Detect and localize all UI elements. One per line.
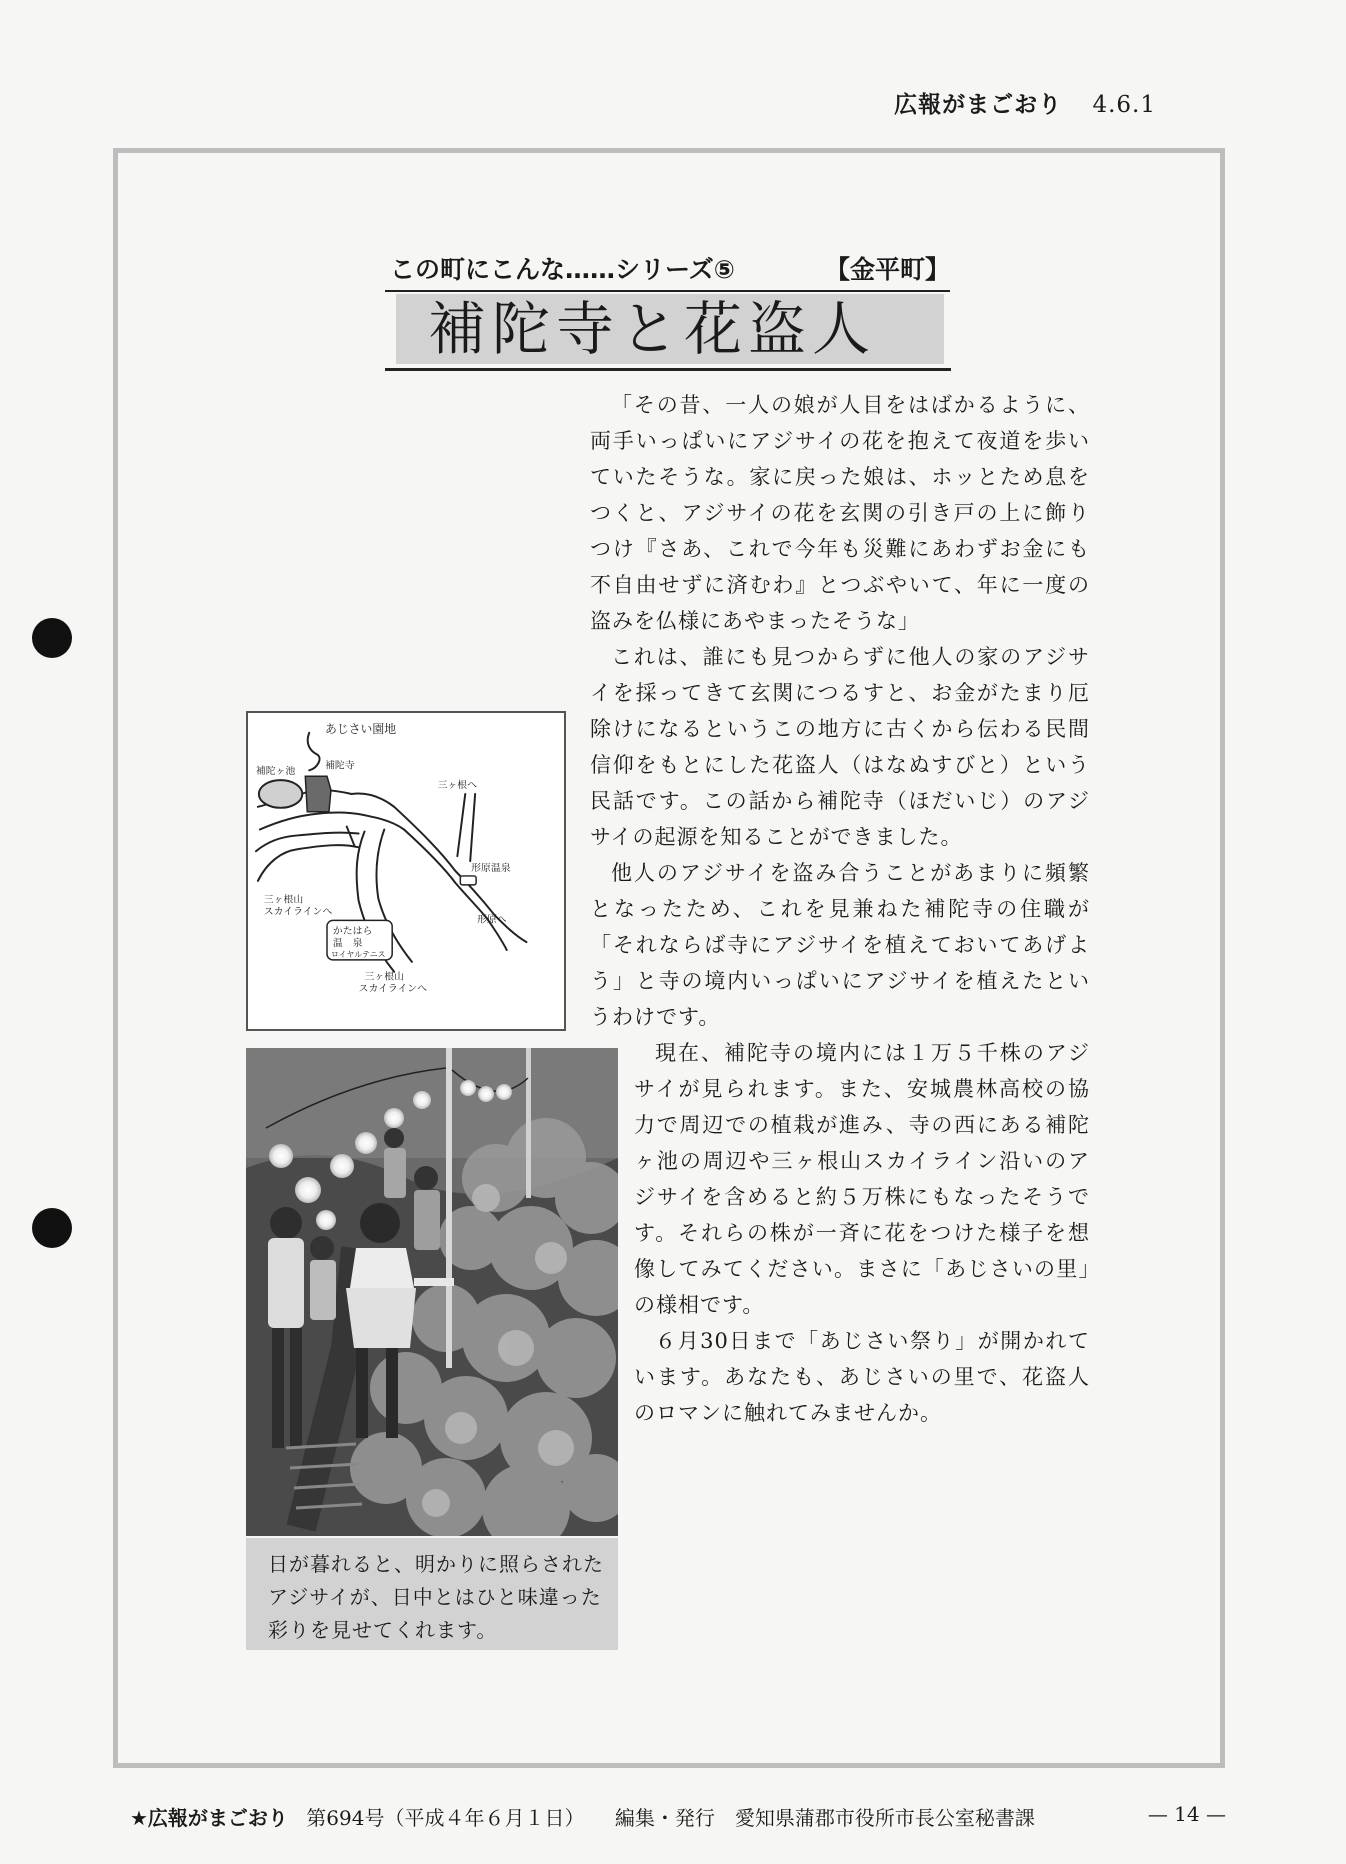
map-label-to-katahara: 形原へ	[477, 914, 507, 926]
series-rule	[385, 290, 950, 292]
paragraph-3: 他人のアジサイを盗み合うことがあまりに頻繁となったため、これを見兼ねた補陀寺の住職が「それならば寺にアジサイを植えておいてあげよう」と寺の境内いっぱいにアジサイを植えたというわけです。	[590, 861, 1090, 1029]
map-label-skyline-bottom-1: 三ヶ根山	[364, 971, 404, 983]
onsen-marker	[460, 876, 476, 885]
area-map	[246, 711, 566, 1031]
punch-hole-top	[32, 618, 72, 658]
header-date: 4.6.1	[1092, 92, 1156, 118]
photo-illustration	[246, 1048, 618, 1536]
map-label-skyline-bottom-2: スカイラインへ	[358, 983, 428, 995]
footer-title: ★広報がまごおり	[130, 1806, 288, 1830]
paragraph-2: これは、誰にも見つからずに他人の家のアジサイを採ってきて玄関につるすと、お金がたまり厄除けになるというこの地方に古くから伝わる民間信仰をもとにした花盗人（はなぬすびと）という民話です。この話から補陀寺（ほだいじ）のアジサイの起源を知ることができました。	[590, 645, 1090, 849]
paragraph-1: 「その昔、一人の娘が人目をはばかるように、両手いっぱいにアジサイの花を抱えて夜道を歩いていたそうな。家に戻った娘は、ホッとため息をつくと、アジサイの花を玄関の引き戸の上に飾りつけ『さあ、これで今年も災難にあわずお金にも不自由せずに済むわ』とつぶやいて、年に一度の盗みを仏様にあやまったそうな」	[590, 393, 1090, 633]
map-label-katahara-1: かたはら	[332, 926, 373, 938]
location-tag: 【金平町】	[824, 255, 950, 284]
map-label-temple: 補陀寺	[325, 760, 355, 772]
map-label-pond: 補陀ヶ池	[255, 766, 296, 778]
article-title: 補陀寺と花盗人	[396, 294, 944, 364]
paragraph-5: ６月30日まで「あじさい祭り」が開かれています。あなたも、あじさいの里で、花盗人のロマンに触れてみませんか。	[634, 1329, 1090, 1425]
map-drawing	[248, 713, 564, 1029]
punch-hole-bottom	[32, 1208, 72, 1248]
title-rule	[385, 368, 951, 371]
map-label-katahara-3: ロイヤルテニス	[330, 949, 386, 959]
map-label-to-sangane: 三ヶ根へ	[437, 780, 478, 792]
article-body	[590, 387, 1090, 1431]
series-label: この町にこんな……シリーズ⑤	[390, 255, 735, 284]
hydrangea-festival-photo	[246, 1048, 618, 1536]
page-header	[894, 86, 1156, 119]
pond-shape	[259, 780, 302, 808]
header-title: 広報がまごおり	[894, 92, 1063, 118]
map-label-skyline-left-2: スカイラインへ	[263, 906, 333, 918]
footer-issue: 第694号（平成４年６月１日）	[306, 1806, 585, 1830]
footer-page-number: — 14 —	[1147, 1802, 1226, 1826]
temple-area	[305, 776, 331, 812]
map-label-skyline-left-1: 三ヶ根山	[263, 894, 304, 906]
paragraph-4: 現在、補陀寺の境内には１万５千株のアジサイが見られます。また、安城農林高校の協力で周辺での植栽が進み、寺の西にある補陀ヶ池の周辺や三ヶ根山スカイライン沿いのアジサイを含めると約５万株にもなったそうです。それらの株が一斉に花をつけた様子を想像してみてください。まさに「あじさいの里」の様相です。	[634, 1041, 1090, 1317]
page-footer	[130, 1802, 1226, 1831]
map-label-katahara-2: 温 泉	[332, 938, 363, 950]
map-label-park: あじさい園地	[325, 721, 397, 736]
series-heading	[390, 250, 950, 286]
photo-caption: 日が暮れると、明かりに照らされたアジサイが、日中とはひと味違った彩りを見せてくれます。	[246, 1538, 618, 1650]
footer-publisher: 編集・発行 愛知県蒲郡市役所市長公室秘書課	[614, 1806, 1035, 1830]
map-label-onsen: 形原温泉	[471, 863, 511, 874]
